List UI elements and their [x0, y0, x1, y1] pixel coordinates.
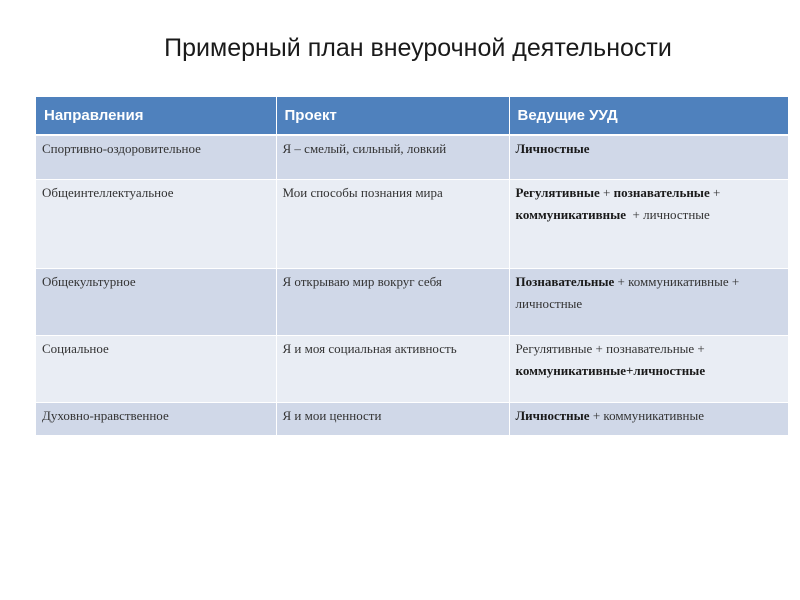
uud-term: + коммуникативные + личностные — [515, 274, 743, 311]
uud-term: + личностные — [626, 207, 710, 222]
project-cell: Мои способы познания мира — [276, 180, 509, 269]
direction-cell: Общеинтеллектуальное — [36, 180, 276, 269]
table-row — [36, 180, 788, 269]
direction-cell: Социальное — [36, 336, 276, 403]
uud-term: + коммуникативные — [589, 408, 704, 423]
project-cell: Я – смелый, сильный, ловкий — [276, 135, 509, 180]
uud-cell — [509, 135, 788, 180]
project-cell: Я и моя социальная активность — [276, 336, 509, 403]
table-header-row — [36, 97, 788, 135]
project-cell: Я и мои ценности — [276, 403, 509, 436]
uud-term-bold: Личностные — [515, 141, 590, 156]
uud-cell — [509, 403, 788, 436]
uud-term-bold: Регулятивные — [515, 185, 600, 200]
uud-term: Регулятивные + познавательные + — [515, 341, 709, 356]
uud-term-bold: коммуникативные+личностные — [515, 363, 706, 378]
header-leading-uud: Ведущие УУД — [509, 97, 788, 135]
table-row — [36, 336, 788, 403]
table-row — [36, 269, 788, 336]
activity-plan-table — [36, 97, 788, 436]
page-title: Примерный план внеурочной деятельности — [164, 34, 672, 62]
header-directions: Направления — [36, 97, 276, 135]
uud-term-bold: Личностные — [515, 408, 590, 423]
uud-cell — [509, 336, 788, 403]
direction-cell: Духовно-нравственное — [36, 403, 276, 436]
uud-term-bold: познавательные — [613, 185, 710, 200]
uud-term-bold: коммуникативные — [515, 207, 627, 222]
header-project: Проект — [276, 97, 509, 135]
direction-cell: Общекультурное — [36, 269, 276, 336]
table-row — [36, 403, 788, 436]
uud-term: + — [599, 185, 614, 200]
uud-cell — [509, 180, 788, 269]
table-row — [36, 135, 788, 180]
uud-term: + — [709, 185, 724, 200]
uud-term-bold: Познавательные — [515, 274, 615, 289]
uud-cell — [509, 269, 788, 336]
direction-cell: Спортивно-оздоровительное — [36, 135, 276, 180]
project-cell: Я открываю мир вокруг себя — [276, 269, 509, 336]
